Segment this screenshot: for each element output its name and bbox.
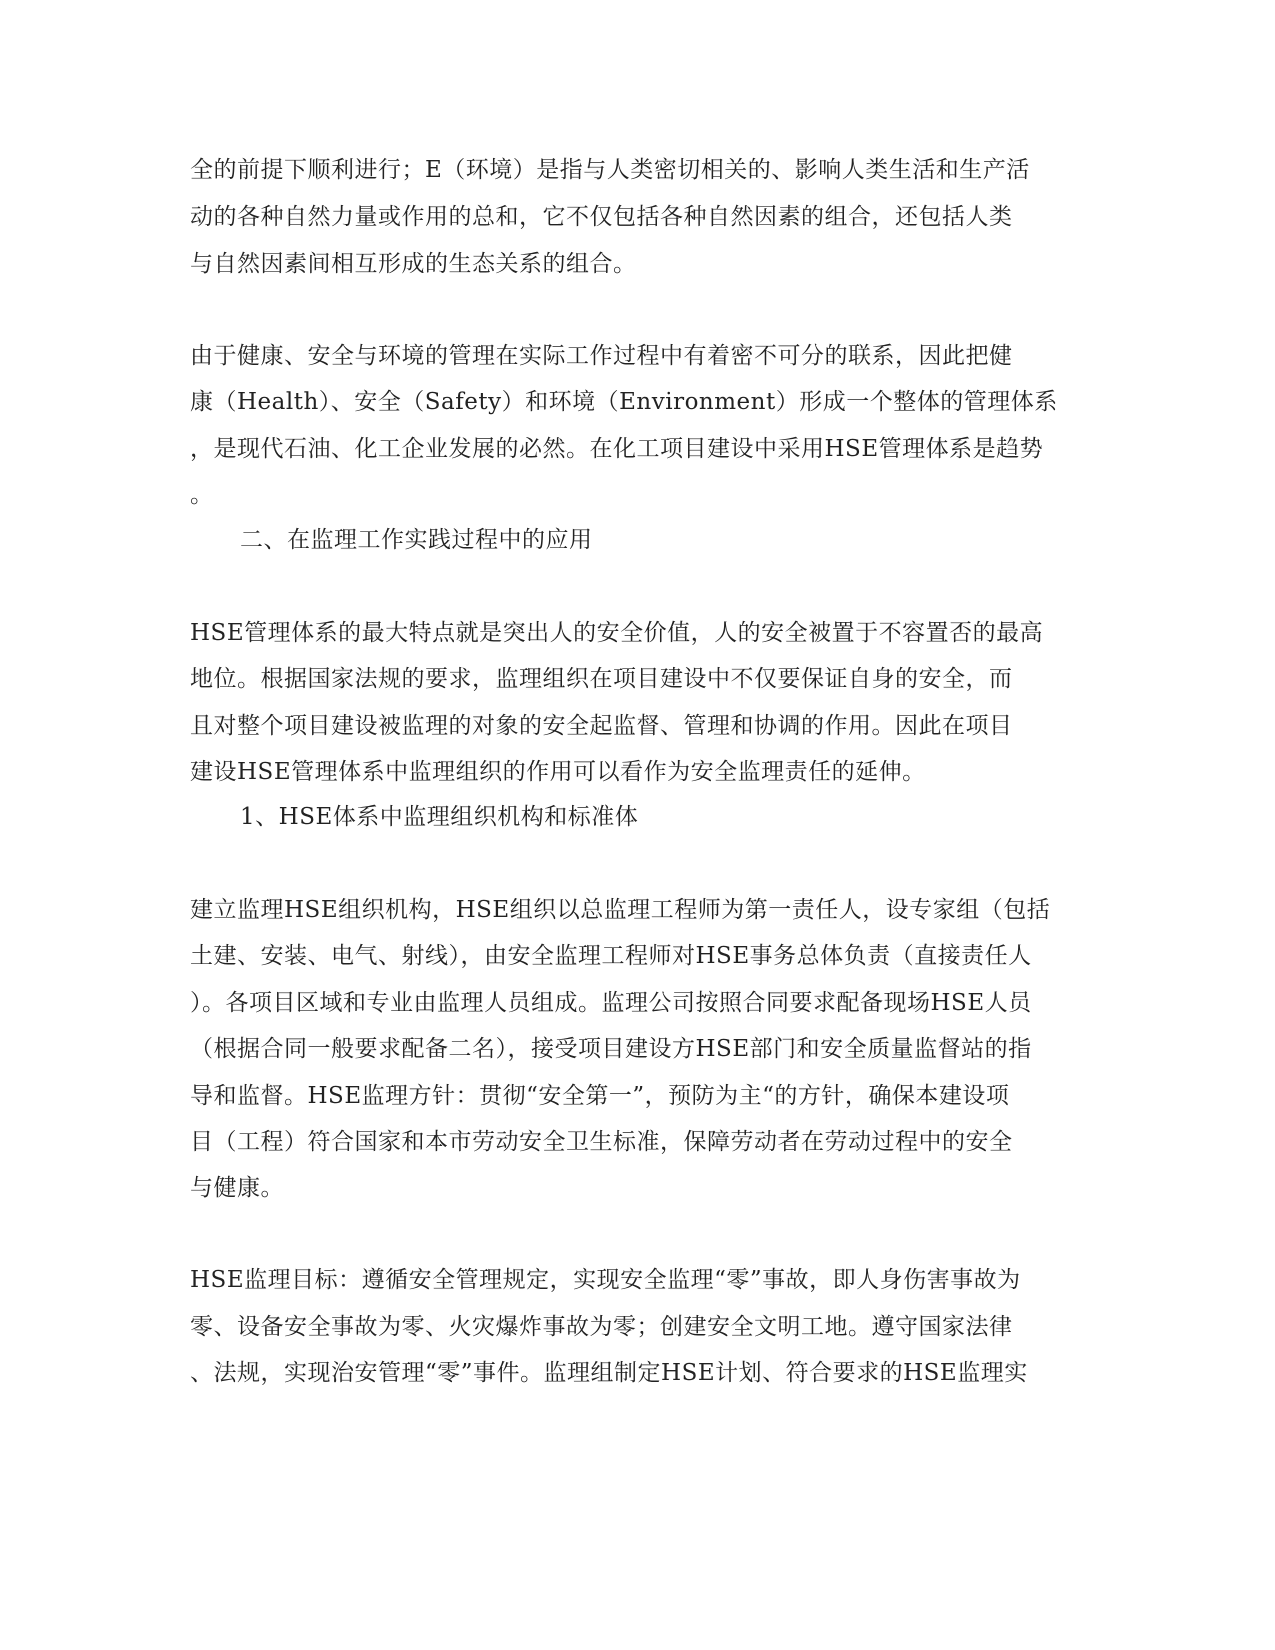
paragraph-line: 康（Health）、安全（Safety）和环境（Environment）形成一个整体的管理体系 <box>190 389 1058 415</box>
paragraph-line: ，是现代石油、化工企业发展的必然。在化工项目建设中采用HSE管理体系是趋势 <box>190 436 1044 462</box>
paragraph-line: HSE监理目标：遵循安全管理规定，实现安全监理“零”事故，即人身伤害事故为 <box>190 1267 1021 1293</box>
paragraph-line: HSE管理体系的最大特点就是突出人的安全价值，人的安全被置于不容置否的最高 <box>190 620 1044 646</box>
paragraph-line: 动的各种自然力量或作用的总和，它不仅包括各种自然因素的组合，还包括人类 <box>190 204 1013 230</box>
paragraph-line: 地位。根据国家法规的要求，监理组织在项目建设中不仅要保证自身的安全，而 <box>190 666 1013 692</box>
paragraph-line: 目（工程）符合国家和本市劳动安全卫生标准，保障劳动者在劳动过程中的安全 <box>190 1129 1013 1155</box>
paragraph-line: 土建、安装、电气、射线），由安全监理工程师对HSE事务总体负责（直接责任人 <box>190 943 1032 969</box>
paragraph-line: （根据合同一般要求配备二名），接受项目建设方HSE部门和安全质量监督站的指 <box>190 1036 1032 1062</box>
paragraph-line: 建设HSE管理体系中监理组织的作用可以看作为安全监理责任的延伸。 <box>190 759 926 785</box>
paragraph-line: 与健康。 <box>190 1175 284 1201</box>
paragraph-line: 导和监督。HSE监理方针：贯彻“安全第一”，预防为主“的方针，确保本建设项 <box>190 1083 1010 1109</box>
section-heading: 二、在监理工作实践过程中的应用 <box>240 527 593 553</box>
paragraph-line: 与自然因素间相互形成的生态关系的组合。 <box>190 251 637 277</box>
paragraph-line: 。 <box>190 482 214 508</box>
paragraph-line: 由于健康、安全与环境的管理在实际工作过程中有着密不可分的联系，因此把健 <box>190 343 1013 369</box>
subsection-heading: 1、HSE体系中监理组织机构和标准体 <box>240 804 639 830</box>
paragraph-line: 且对整个项目建设被监理的对象的安全起监督、管理和协调的作用。因此在项目 <box>190 713 1013 739</box>
paragraph-line: 全的前提下顺利进行；E（环境）是指与人类密切相关的、影响人类生活和生产活 <box>190 157 1030 183</box>
paragraph-line: 零、设备安全事故为零、火灾爆炸事故为零；创建安全文明工地。遵守国家法律 <box>190 1314 1013 1340</box>
paragraph-line: 、法规，实现治安管理“零”事件。监理组制定HSE计划、符合要求的HSE监理实 <box>190 1360 1028 1386</box>
paragraph-line: ）。各项目区域和专业由监理人员组成。监理公司按照合同要求配备现场HSE人员 <box>190 990 1032 1016</box>
paragraph-line: 建立监理HSE组织机构，HSE组织以总监理工程师为第一责任人，设专家组（包括 <box>190 897 1051 923</box>
